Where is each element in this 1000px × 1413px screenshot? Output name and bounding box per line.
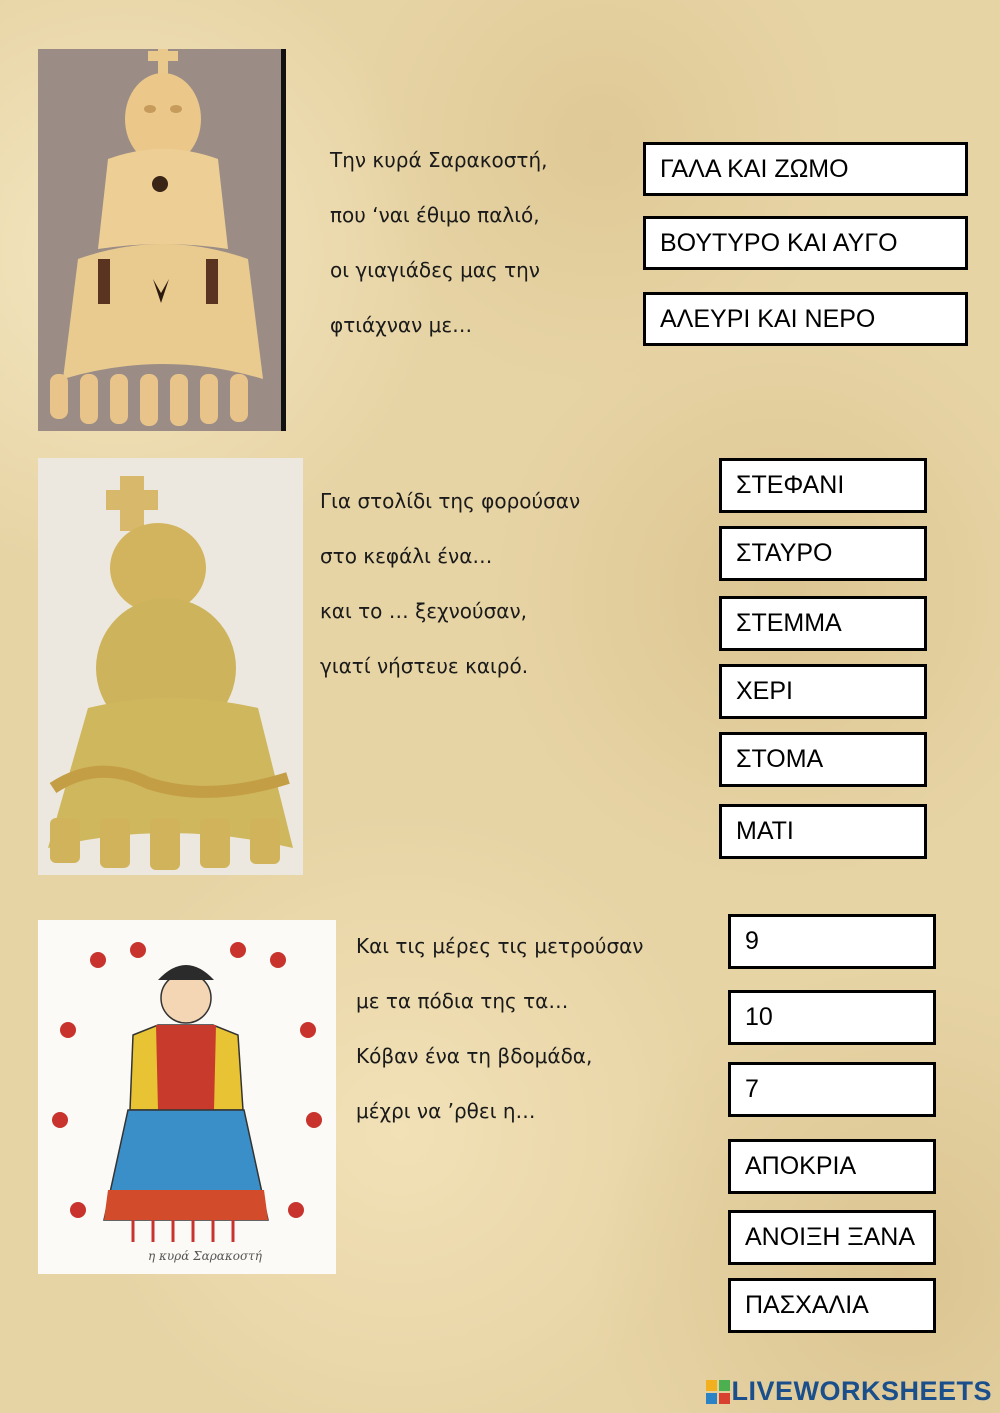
poem-line: Κόβαν ένα τη βδομάδα, — [356, 1044, 593, 1068]
drawing-caption: η κυρά Σαρακοστή — [148, 1249, 262, 1263]
answer-option[interactable]: ΧΕΡΙ — [719, 664, 927, 719]
answer-option[interactable]: ΑΛΕΥΡΙ ΚΑΙ ΝΕΡΟ — [643, 292, 968, 346]
poem-stanza-3 — [356, 934, 686, 1134]
answer-option[interactable]: ΠΑΣΧΑΛΙΑ — [728, 1278, 936, 1333]
answer-option[interactable]: ΜΑΤΙ — [719, 804, 927, 859]
poem-line: που ‘ναι έθιμο παλιό, — [330, 203, 540, 227]
poem-line: φτιάχναν με… — [330, 313, 473, 337]
poem-line: Και τις μέρες τις μετρούσαν — [356, 934, 644, 958]
poem-line: στο κεφάλι ένα… — [320, 544, 493, 568]
answer-option[interactable]: 7 — [728, 1062, 936, 1117]
liveworksheets-logo-text: LIVEWORKSHEETS — [731, 1376, 992, 1406]
answer-option[interactable]: ΓΑΛΑ ΚΑΙ ΖΩΜΟ — [643, 142, 968, 196]
answer-option[interactable]: ΑΠΟΚΡΙΑ — [728, 1139, 936, 1194]
answer-option[interactable]: ΣΤΑΥΡΟ — [719, 526, 927, 581]
poem-line: μέχρι να ’ρθει η… — [356, 1099, 536, 1123]
answer-option[interactable]: ΣΤΟΜΑ — [719, 732, 927, 787]
poem-line: οι γιαγιάδες μας την — [330, 258, 540, 282]
poem-line: και το … ξεχνούσαν, — [320, 599, 527, 623]
answer-option[interactable]: 10 — [728, 990, 936, 1045]
answer-option[interactable]: 9 — [728, 914, 936, 969]
poem-line: Την κυρά Σαρακοστή, — [330, 148, 548, 172]
poem-line: γιατί νήστευε καιρό. — [320, 654, 529, 678]
sarakosti-drawing — [38, 920, 336, 1274]
sarakosti-dough-photo-2 — [38, 458, 303, 875]
answer-option[interactable]: ΒΟΥΤΥΡΟ ΚΑΙ ΑΥΓΟ — [643, 216, 968, 270]
liveworksheets-logo — [705, 1376, 992, 1407]
answer-option[interactable]: ΣΤΕΦΑΝΙ — [719, 458, 927, 513]
sarakosti-dough-photo-1 — [38, 49, 286, 431]
answer-option[interactable]: ΣΤΕΜΜΑ — [719, 596, 927, 651]
answer-option[interactable]: ΑΝΟΙΞΗ ΞΑΝΑ — [728, 1210, 936, 1265]
poem-line: Για στολίδι της φορούσαν — [320, 489, 581, 513]
liveworksheets-logo-icon — [705, 1379, 731, 1405]
poem-stanza-1 — [330, 148, 630, 348]
poem-line: με τα πόδια της τα… — [356, 989, 569, 1013]
poem-stanza-2 — [320, 489, 640, 689]
